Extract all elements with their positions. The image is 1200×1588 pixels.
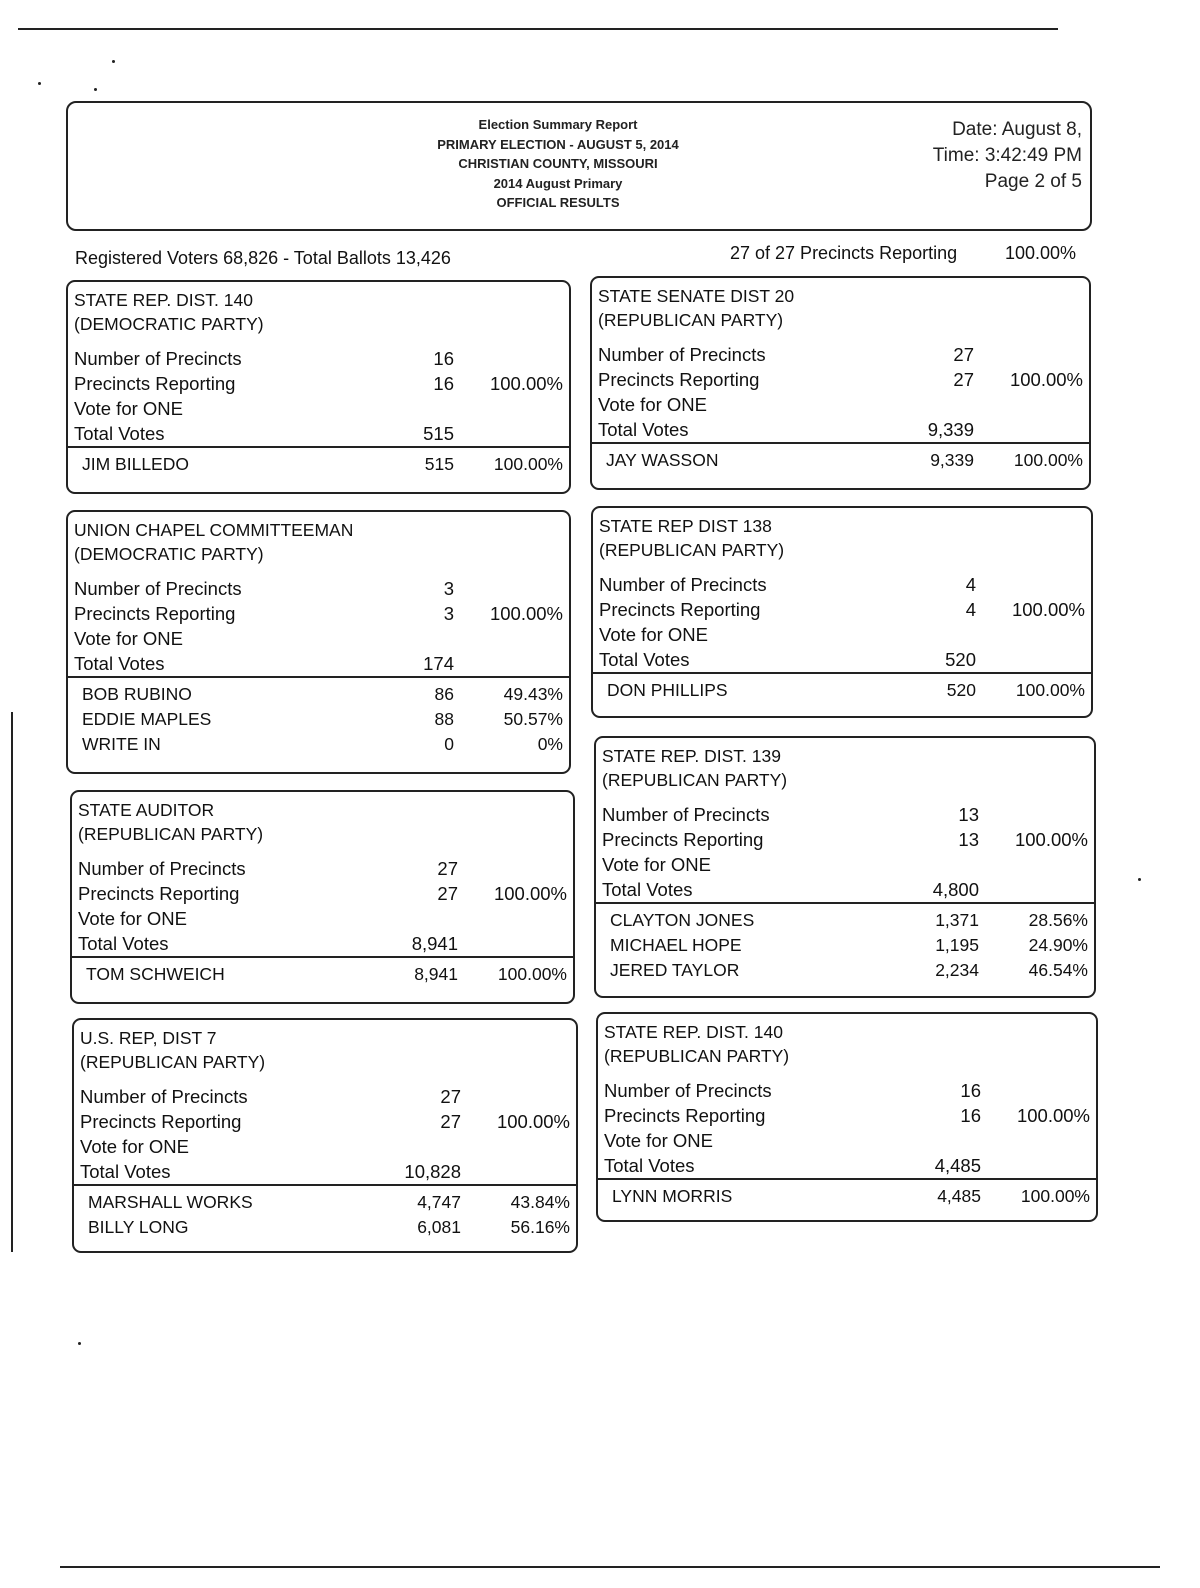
- stat-label: Vote for ONE: [78, 908, 187, 929]
- precincts-reporting-row: [68, 603, 569, 628]
- stat-value: 3: [443, 603, 454, 624]
- candidate-row: [596, 910, 1094, 935]
- race-party: (REPUBLICAN PARTY): [599, 540, 785, 560]
- stat-label: Precincts Reporting: [598, 369, 760, 390]
- total-votes-row: [592, 419, 1089, 444]
- candidate-percent: 24.90%: [1028, 935, 1088, 955]
- results-status: OFFICIAL RESULTS: [496, 195, 620, 210]
- results-divider: [68, 446, 569, 448]
- candidate-votes: 9,339: [930, 450, 974, 470]
- candidate-row: [72, 964, 573, 989]
- precincts-reporting-row: [72, 883, 573, 908]
- stat-label: Vote for ONE: [599, 624, 708, 645]
- precincts-summary: 27 of 27 Precincts Reporting: [730, 243, 958, 263]
- left-margin-rule: [11, 712, 13, 1252]
- stat-value: 16: [960, 1080, 981, 1101]
- stat-label: Precincts Reporting: [78, 883, 240, 904]
- candidate-row: [68, 454, 569, 479]
- vote-for-row: [72, 908, 573, 933]
- candidate-name: EDDIE MAPLES: [82, 709, 212, 729]
- stat-label: Total Votes: [604, 1155, 695, 1176]
- race-title: STATE AUDITOR: [78, 800, 215, 820]
- race-title: STATE REP. DIST. 140: [604, 1022, 783, 1042]
- candidate-row: [68, 684, 569, 709]
- bottom-rule: [60, 1566, 1160, 1568]
- candidate-row: [74, 1192, 576, 1217]
- race-title: UNION CHAPEL COMMITTEEMAN: [74, 520, 354, 540]
- race-box: [594, 736, 1096, 998]
- total-votes-row: [68, 423, 569, 448]
- stat-value: 520: [945, 649, 976, 670]
- stat-value: 27: [440, 1086, 461, 1107]
- candidate-name: BOB RUBINO: [82, 684, 192, 704]
- race-party: (REPUBLICAN PARTY): [80, 1052, 266, 1072]
- candidate-name: MICHAEL HOPE: [610, 935, 742, 955]
- candidate-votes: 8,941: [414, 964, 458, 984]
- number-of-precincts-row: [72, 858, 573, 883]
- candidate-votes: 4,485: [937, 1186, 981, 1206]
- stat-value: 27: [953, 369, 974, 390]
- stat-label: Total Votes: [598, 419, 689, 440]
- candidate-name: JAY WASSON: [606, 450, 719, 470]
- report-header: [66, 101, 1092, 231]
- precincts-reporting-row: [592, 369, 1089, 394]
- race-title: STATE REP. DIST. 139: [602, 746, 781, 766]
- report-meta: [933, 117, 1082, 195]
- race-party: (DEMOCRATIC PARTY): [74, 544, 264, 564]
- number-of-precincts-row: [596, 804, 1094, 829]
- results-divider: [72, 956, 573, 958]
- race-box: [66, 510, 571, 774]
- candidate-votes: 6,081: [417, 1217, 461, 1237]
- candidate-name: DON PHILLIPS: [607, 680, 728, 700]
- precincts-reporting-row: [598, 1105, 1096, 1130]
- race-box: [66, 280, 571, 494]
- stat-value: 3: [443, 578, 454, 599]
- precincts-reporting-row: [593, 599, 1091, 624]
- scan-speck: [112, 60, 115, 63]
- vote-for-row: [74, 1136, 576, 1161]
- county-name: CHRISTIAN COUNTY, MISSOURI: [458, 156, 658, 171]
- vote-for-row: [598, 1130, 1096, 1155]
- candidate-votes: 86: [434, 684, 454, 704]
- candidate-name: LYNN MORRIS: [612, 1186, 733, 1206]
- election-label: 2014 August Primary: [493, 175, 623, 191]
- stat-value: 16: [433, 348, 454, 369]
- stat-percent: 100.00%: [489, 373, 563, 394]
- election-name: PRIMARY ELECTION - AUGUST 5, 2014: [437, 136, 679, 152]
- top-rule: [18, 28, 1058, 30]
- results-divider: [74, 1184, 576, 1186]
- vote-for-row: [592, 394, 1089, 419]
- precincts-reporting-row: [68, 373, 569, 398]
- total-votes-row: [593, 649, 1091, 674]
- vote-for-row: [596, 854, 1094, 879]
- race-box: [72, 1018, 578, 1253]
- candidate-name: MARSHALL WORKS: [88, 1192, 253, 1212]
- stat-label: Total Votes: [602, 879, 693, 900]
- race-box: [70, 790, 575, 1004]
- candidate-row: [68, 734, 569, 759]
- stat-percent: 100.00%: [496, 1111, 570, 1132]
- candidate-votes: 88: [434, 709, 454, 729]
- stat-label: Vote for ONE: [74, 628, 183, 649]
- candidate-name: TOM SCHWEICH: [86, 964, 225, 984]
- candidate-row: [593, 680, 1091, 705]
- report-time: Time: 3:42:49 PM: [932, 145, 1082, 166]
- candidate-percent: 56.16%: [510, 1217, 570, 1237]
- candidate-percent: 100.00%: [1020, 1186, 1090, 1206]
- candidate-name: BILLY LONG: [88, 1217, 189, 1237]
- candidate-percent: 50.57%: [503, 709, 563, 729]
- stat-value: 27: [953, 344, 974, 365]
- candidate-percent: 100.00%: [1013, 450, 1083, 470]
- results-divider: [598, 1178, 1096, 1180]
- results-divider: [596, 902, 1094, 904]
- race-box: [596, 1012, 1098, 1222]
- stat-label: Vote for ONE: [80, 1136, 189, 1157]
- candidate-votes: 520: [946, 680, 976, 700]
- number-of-precincts-row: [592, 344, 1089, 369]
- stat-label: Total Votes: [599, 649, 690, 670]
- scan-speck: [1138, 878, 1141, 881]
- candidate-row: [592, 450, 1089, 475]
- stat-value: 27: [437, 883, 458, 904]
- page-number: Page 2 of 5: [984, 171, 1082, 192]
- stat-label: Vote for ONE: [604, 1130, 713, 1151]
- results-divider: [593, 672, 1091, 674]
- number-of-precincts-row: [74, 1086, 576, 1111]
- stat-value: 515: [423, 423, 454, 444]
- scan-speck: [78, 1342, 81, 1345]
- candidate-percent: 43.84%: [510, 1192, 570, 1212]
- stat-label: Number of Precincts: [604, 1080, 772, 1101]
- candidate-votes: 1,371: [935, 910, 979, 930]
- stat-percent: 100.00%: [493, 883, 567, 904]
- race-title: STATE REP. DIST. 140: [74, 290, 253, 310]
- race-party: (DEMOCRATIC PARTY): [74, 314, 264, 334]
- report-title-block: [368, 115, 748, 213]
- scan-speck: [94, 88, 97, 91]
- stat-value: 27: [437, 858, 458, 879]
- stat-value: 13: [958, 804, 979, 825]
- stat-percent: 100.00%: [1014, 829, 1088, 850]
- candidate-name: CLAYTON JONES: [610, 910, 755, 930]
- stat-label: Number of Precincts: [602, 804, 770, 825]
- number-of-precincts-row: [593, 574, 1091, 599]
- stat-value: 4,800: [932, 879, 979, 900]
- stat-percent: 100.00%: [1009, 369, 1083, 390]
- candidate-percent: 100.00%: [497, 964, 567, 984]
- candidate-percent: 100.00%: [1015, 680, 1085, 700]
- stat-label: Total Votes: [74, 653, 165, 674]
- candidate-row: [596, 960, 1094, 985]
- race-box: [591, 506, 1093, 718]
- race-party: (REPUBLICAN PARTY): [602, 770, 788, 790]
- candidate-row: [68, 709, 569, 734]
- stat-value: 4: [965, 574, 976, 595]
- stat-value: 27: [440, 1111, 461, 1132]
- stat-value: 16: [433, 373, 454, 394]
- candidate-percent: 46.54%: [1028, 960, 1088, 980]
- candidate-votes: 1,195: [935, 935, 979, 955]
- voter-summary: Registered Voters 68,826 - Total Ballots 13,426: [75, 248, 451, 268]
- stat-value: 9,339: [927, 419, 974, 440]
- stat-value: 4,485: [934, 1155, 981, 1176]
- candidate-name: WRITE IN: [82, 734, 161, 754]
- race-party: (REPUBLICAN PARTY): [598, 310, 784, 330]
- stat-label: Vote for ONE: [74, 398, 183, 419]
- stat-label: Precincts Reporting: [74, 603, 236, 624]
- candidate-row: [598, 1186, 1096, 1211]
- candidate-name: JERED TAYLOR: [610, 960, 740, 980]
- stat-label: Vote for ONE: [602, 854, 711, 875]
- stat-value: 10,828: [404, 1161, 461, 1182]
- stat-percent: 100.00%: [1011, 599, 1085, 620]
- stat-label: Number of Precincts: [78, 858, 246, 879]
- total-votes-row: [74, 1161, 576, 1186]
- stat-value: 4: [965, 599, 976, 620]
- stat-value: 8,941: [411, 933, 458, 954]
- number-of-precincts-row: [68, 578, 569, 603]
- candidate-name: JIM BILLEDO: [82, 454, 189, 474]
- stat-label: Total Votes: [74, 423, 165, 444]
- stat-label: Vote for ONE: [598, 394, 707, 415]
- race-party: (REPUBLICAN PARTY): [604, 1046, 790, 1066]
- candidate-percent: 0%: [537, 734, 563, 754]
- precincts-reporting-row: [74, 1111, 576, 1136]
- stat-label: Number of Precincts: [598, 344, 766, 365]
- race-box: [590, 276, 1091, 490]
- race-title: STATE SENATE DIST 20: [598, 286, 795, 306]
- report-date: Date: August 8,: [952, 119, 1082, 140]
- stat-label: Number of Precincts: [74, 578, 242, 599]
- scan-speck: [38, 82, 41, 85]
- race-title: STATE REP DIST 138: [599, 516, 772, 536]
- number-of-precincts-row: [68, 348, 569, 373]
- stat-value: 174: [423, 653, 454, 674]
- stat-label: Precincts Reporting: [80, 1111, 242, 1132]
- stat-label: Precincts Reporting: [602, 829, 764, 850]
- candidate-percent: 49.43%: [503, 684, 563, 704]
- report-title: Election Summary Report: [478, 117, 638, 132]
- race-title: U.S. REP, DIST 7: [80, 1028, 217, 1048]
- total-votes-row: [72, 933, 573, 958]
- stat-label: Precincts Reporting: [604, 1105, 766, 1126]
- total-votes-row: [68, 653, 569, 678]
- stat-label: Total Votes: [80, 1161, 171, 1182]
- vote-for-row: [593, 624, 1091, 649]
- precincts-reporting-row: [596, 829, 1094, 854]
- candidate-row: [74, 1217, 576, 1242]
- number-of-precincts-row: [598, 1080, 1096, 1105]
- candidate-row: [596, 935, 1094, 960]
- candidate-votes: 4,747: [417, 1192, 461, 1212]
- candidate-votes: 2,234: [935, 960, 979, 980]
- stat-label: Number of Precincts: [80, 1086, 248, 1107]
- stat-value: 13: [958, 829, 979, 850]
- stat-label: Total Votes: [78, 933, 169, 954]
- candidate-votes: 515: [424, 454, 454, 474]
- stat-label: Precincts Reporting: [599, 599, 761, 620]
- stat-percent: 100.00%: [489, 603, 563, 624]
- stat-percent: 100.00%: [1016, 1105, 1090, 1126]
- stat-label: Number of Precincts: [74, 348, 242, 369]
- precincts-summary-percent: 100.00%: [1005, 243, 1077, 263]
- total-votes-row: [596, 879, 1094, 904]
- candidate-percent: 28.56%: [1028, 910, 1088, 930]
- total-votes-row: [598, 1155, 1096, 1180]
- stat-label: Number of Precincts: [599, 574, 767, 595]
- vote-for-row: [68, 628, 569, 653]
- vote-for-row: [68, 398, 569, 423]
- stat-value: 16: [960, 1105, 981, 1126]
- candidate-votes: 0: [444, 734, 454, 754]
- candidate-percent: 100.00%: [493, 454, 563, 474]
- stat-label: Precincts Reporting: [74, 373, 236, 394]
- race-party: (REPUBLICAN PARTY): [78, 824, 264, 844]
- results-divider: [68, 676, 569, 678]
- results-divider: [592, 442, 1089, 444]
